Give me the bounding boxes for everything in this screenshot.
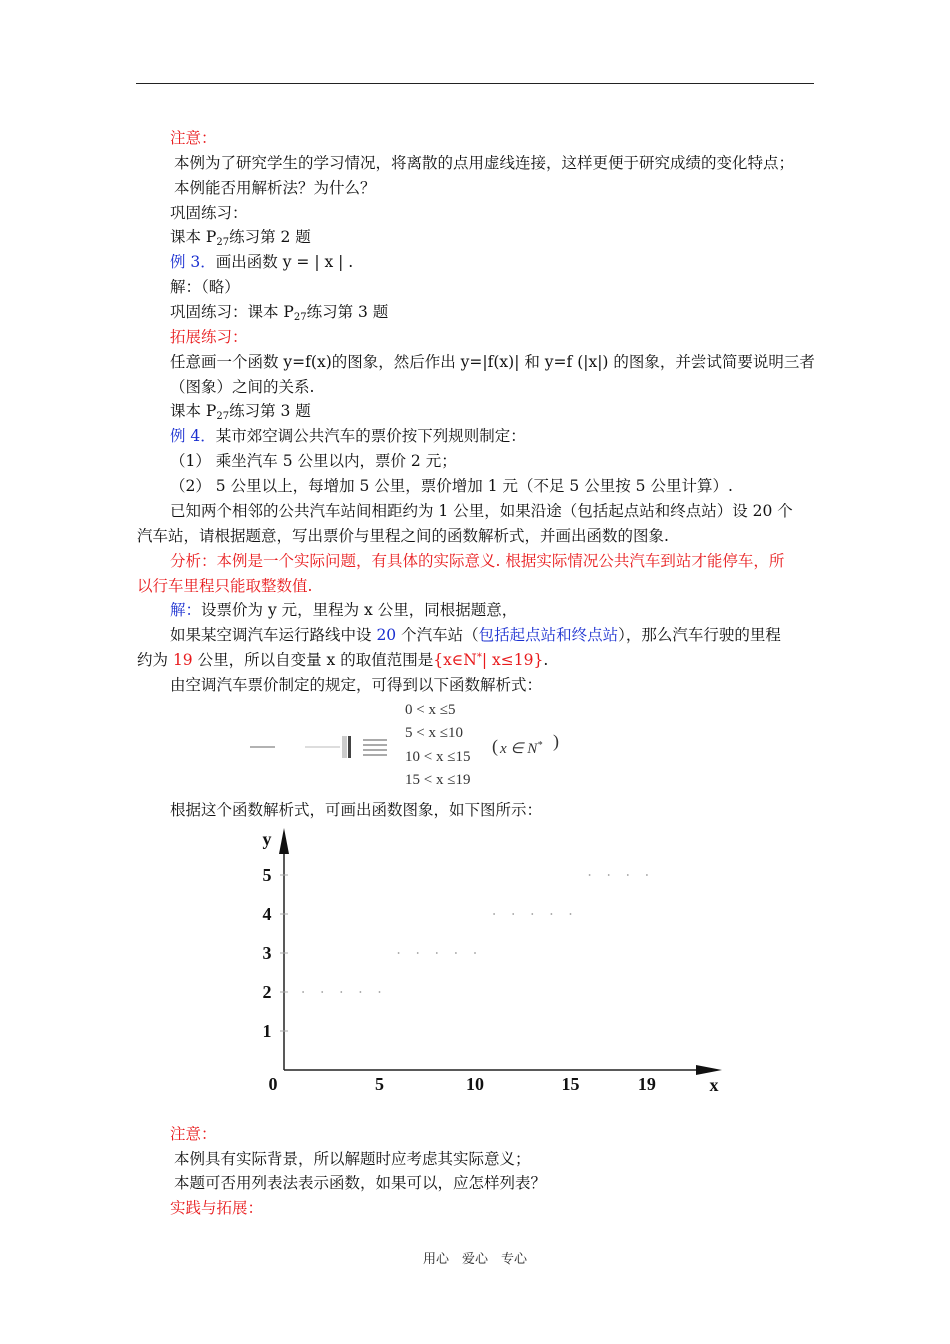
note1-line2: 本例能否用解析法？为什么？: [174, 179, 376, 197]
x-tick-label: 5: [375, 1074, 384, 1094]
data-point: [608, 874, 610, 876]
domain-expr: x ∈ N*: [500, 740, 543, 757]
example3-practice: 巩固练习：课本 $P_{27}$练习第 3 题: [170, 303, 389, 323]
example3-label: 例 3．: [170, 253, 216, 271]
case-line-2: 5 < x ≤10: [405, 725, 463, 741]
y-axis-label: y: [262, 829, 272, 849]
example4-para2: 汽车站，请根据题意，写出票价与里程之间的函数解析式，并画出函数的图象.: [137, 527, 669, 545]
example4-solution-line3: 约为 19 公里，所以自变量 x 的取值范围是{x∈N*| x≤19}.: [137, 651, 549, 669]
example4-rule2: （2） 5 公里以上，每增加 5 公里，票价增加 1 元（不足 5 公里按 5 公里计算）.: [170, 477, 733, 495]
note1-title: 注意：: [170, 129, 217, 147]
fare-chart: [240, 820, 740, 1100]
example4-analysis1: 分析：本例是一个实际问题，有具体的实际意义. 根据实际情况公共汽车到站才能停车，所: [170, 552, 785, 570]
example4-solution: 解：设票价为 y 元，里程为 x 公里，同根据题意，: [170, 601, 518, 619]
data-point: [436, 952, 438, 954]
data-point: [570, 913, 572, 915]
data-point: [512, 913, 514, 915]
case-line-4: 15 < x ≤19: [405, 772, 471, 788]
case-line-1: 0 < x ≤5: [405, 702, 456, 718]
example4-solution-line2: 如果某空调汽车运行路线中设 20 个汽车站（包括起点站和终点站），那么汽车行驶的里程: [170, 626, 781, 644]
x-tick-label: 19: [637, 1074, 656, 1094]
data-point: [474, 952, 476, 954]
example4-rule1: （1） 乘坐汽车 5 公里以内，票价 2 元；: [170, 452, 457, 470]
data-point: [379, 991, 381, 993]
practice-ext-title: 实践与拓展：: [170, 1199, 264, 1217]
graph-intro: 根据这个函数解析式，可画出函数图象，如下图所示：: [170, 801, 543, 819]
y-axis-arrow: [279, 828, 289, 854]
data-point: [455, 952, 457, 954]
data-point: [321, 991, 323, 993]
data-point: [417, 952, 419, 954]
data-point: [302, 991, 304, 993]
practice1-ref: 课本 $P_{27}$练习第 2 题: [170, 228, 311, 248]
domain-close: ): [553, 731, 559, 751]
example3-line: 例 3．画出函数 y = | x | .: [170, 253, 354, 271]
y-tick-label: 4: [262, 904, 272, 924]
note2-line2: 本题可否用列表法表示函数，如果可以，应怎样列表？: [174, 1174, 547, 1192]
example4-para1: 已知两个相邻的公共汽车站间相距约为 1 公里，如果沿途（包括起点站和终点站）设 20 个: [170, 502, 793, 520]
example3-solution: 解：（略）: [170, 278, 240, 296]
case-line-3: 10 < x ≤15: [405, 749, 471, 765]
extension-title: 拓展练习：: [170, 328, 248, 346]
data-point: [627, 874, 629, 876]
practice1-title: 巩固练习：: [170, 204, 248, 222]
data-point: [551, 913, 553, 915]
header-rule: [136, 83, 814, 84]
data-point: [340, 991, 342, 993]
extension-line1: 任意画一个函数 y=f(x)的图象，然后作出 y=|f(x)| 和 y=f (|x|) 的图象，并尝试简要说明三者: [170, 353, 815, 371]
data-point: [360, 991, 362, 993]
data-point: [398, 952, 400, 954]
x-axis-arrow: [696, 1065, 722, 1075]
x-tick-label: 10: [466, 1074, 484, 1094]
y-tick-label: 2: [262, 982, 272, 1002]
example4-label: 例 4．: [170, 427, 216, 445]
extension-line2: （图象）之间的关系.: [170, 378, 315, 396]
y-tick-label: 1: [262, 1021, 272, 1041]
extension-ref: 课本 $P_{27}$练习第 3 题: [170, 402, 311, 422]
x-tick-label: 0: [268, 1074, 278, 1094]
example4-line: 例 4．某市郊空调公共汽车的票价按下列规则制定：: [170, 427, 526, 445]
y-tick-label: 5: [262, 865, 272, 885]
y-tick-label: 3: [262, 943, 272, 963]
example4-analysis2: 以行车里程只能取整数值.: [137, 577, 313, 595]
data-point: [531, 913, 533, 915]
data-point: [493, 913, 495, 915]
note1-line1: 本例为了研究学生的学习情况，将离散的点用虚线连接，这样更便于研究成绩的变化特点；: [174, 154, 795, 172]
x-tick-label: 15: [561, 1074, 580, 1094]
note2-line1: 本例具有实际背景，所以解题时应考虑其实际意义；: [174, 1150, 531, 1168]
note2-title: 注意：: [170, 1125, 217, 1143]
domain-open: (: [492, 736, 498, 756]
example4-solution-line4: 由空调汽车票价制定的规定，可得到以下函数解析式：: [170, 676, 543, 694]
formula-garble-graphic: [245, 733, 395, 763]
data-point: [646, 874, 648, 876]
x-axis-label: x: [709, 1075, 719, 1095]
data-point: [589, 874, 591, 876]
footer: 用心 爱心 专心: [422, 1252, 527, 1267]
